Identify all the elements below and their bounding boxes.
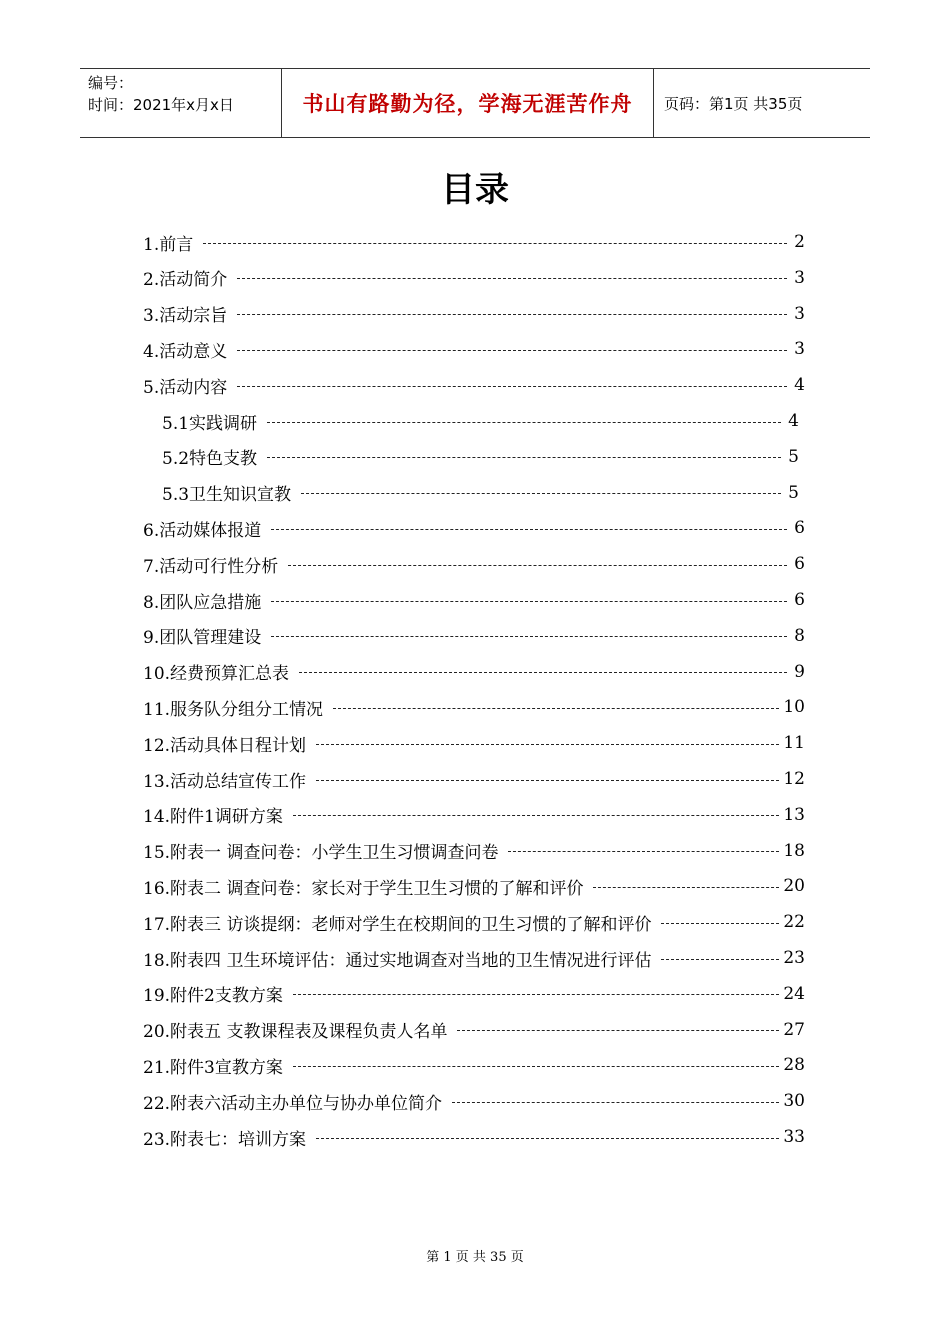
toc-entry[interactable] (162, 403, 799, 439)
toc-entry-label: 15.附表一 调查问卷：小学生卫生习惯调查问卷 (143, 843, 499, 864)
toc-entry-page: 5 (788, 482, 799, 503)
toc-leader-line (316, 744, 779, 745)
toc-entry-page: 33 (783, 1127, 805, 1147)
toc-leader-line (508, 851, 779, 852)
toc-entry-label: 9.团队管理建设 (143, 628, 262, 649)
toc-entry-label: 10.经费预算汇总表 (143, 664, 290, 685)
toc-entry[interactable] (162, 439, 799, 475)
page-title: 目录 (441, 170, 509, 210)
toc-entry-page: 9 (794, 661, 805, 682)
toc-leader-line (661, 923, 779, 924)
toc-leader-line (457, 1030, 779, 1031)
toc-entry-label: 21.附件3宣教方案 (143, 1057, 283, 1078)
toc-entry-page: 3 (794, 339, 805, 360)
toc-entry[interactable] (143, 725, 805, 761)
toc-entry-page: 18 (783, 840, 805, 861)
toc-entry[interactable] (143, 1047, 805, 1083)
toc-leader-line (293, 1066, 780, 1067)
toc-entry[interactable] (143, 689, 805, 725)
toc-entry-page: 6 (794, 554, 805, 575)
toc-entry-page: 4 (788, 411, 799, 431)
toc-entry[interactable] (143, 833, 805, 869)
toc-entry[interactable] (143, 1012, 805, 1048)
header-motto: 书山有路勤为径，学海无涯苦作舟 (282, 69, 654, 137)
toc-entry[interactable] (143, 296, 805, 332)
toc-entry-label: 22.附表六活动主办单位与协办单位简介 (143, 1093, 443, 1114)
toc-entry-label: 16.附表二 调查问卷：家长对于学生卫生习惯的了解和评价 (143, 878, 584, 899)
toc-entry-page: 27 (783, 1019, 805, 1040)
toc-leader-line (316, 1138, 779, 1139)
toc-entry[interactable] (143, 976, 805, 1012)
toc-entry-label: 18.附表四 卫生环境评估：通过实地调查对当地的卫生情况进行评估 (143, 950, 652, 971)
toc-entry-label: 5.活动内容 (143, 377, 228, 398)
toc-entry[interactable] (143, 260, 805, 296)
toc-entry-label: 2.活动简介 (143, 270, 228, 291)
toc-entry[interactable] (143, 1119, 805, 1155)
toc-leader-line (237, 278, 787, 279)
toc-leader-line (271, 601, 787, 602)
toc-entry-label: 11.服务队分组分工情况 (143, 699, 324, 720)
toc-entry[interactable] (143, 618, 805, 654)
toc-entry[interactable] (143, 761, 805, 797)
toc-leader-line (593, 887, 779, 888)
toc-entry[interactable] (143, 654, 805, 690)
toc-entry-label: 17.附表三 访谈提纲：老师对学生在校期间的卫生习惯的了解和评价 (143, 914, 652, 935)
toc-leader-line (237, 350, 787, 351)
header-page-info: 页码：第1页 共35页 (664, 94, 803, 113)
toc-leader-line (299, 672, 787, 673)
toc-entry-page: 12 (783, 769, 805, 789)
toc-entry-label: 7.活动可行性分析 (143, 556, 279, 577)
toc-entry-page: 4 (794, 375, 805, 396)
page-header (80, 68, 870, 138)
document-time-label: 时间：2021年x月x日 (88, 96, 234, 114)
toc-leader-line (267, 457, 781, 458)
toc-entry[interactable] (162, 475, 799, 511)
header-meta (80, 69, 282, 137)
toc-leader-line (267, 422, 781, 423)
page-footer: 第 1 页 共 35 页 (426, 1250, 524, 1265)
toc-entry-label: 13.活动总结宣传工作 (143, 771, 307, 792)
toc-entry-page: 11 (783, 733, 805, 754)
toc-entry[interactable] (143, 868, 805, 904)
toc-entry[interactable] (143, 940, 805, 976)
toc-entry-page: 20 (783, 876, 805, 897)
toc-entry-label: 4.活动意义 (143, 341, 228, 362)
toc-entry-label: 3.活动宗旨 (143, 306, 228, 327)
toc-entry-page: 24 (783, 983, 805, 1004)
toc-leader-line (288, 565, 787, 566)
toc-leader-line (452, 1102, 779, 1103)
toc-leader-line (316, 780, 779, 781)
toc-entry[interactable] (143, 546, 805, 582)
toc-entry-page: 8 (794, 625, 805, 646)
toc-entry[interactable] (143, 1083, 805, 1119)
toc-entry-label: 14.附件1调研方案 (143, 807, 283, 828)
toc-entry-page: 22 (783, 912, 805, 933)
toc-entry[interactable] (143, 510, 805, 546)
toc-entry-page: 28 (783, 1055, 805, 1076)
toc-entry-label: 5.3卫生知识宣教 (162, 485, 292, 506)
toc-entry-page: 3 (794, 303, 805, 324)
toc-entry-label: 5.2特色支教 (162, 449, 258, 470)
toc-leader-line (203, 243, 787, 244)
toc-leader-line (237, 386, 787, 387)
toc-entry-label: 1.前言 (143, 234, 194, 255)
toc-leader-line (301, 493, 781, 494)
toc-entry-label: 20.附表五 支教课程表及课程负责人名单 (143, 1022, 448, 1043)
toc-entry-page: 6 (794, 518, 805, 539)
toc-entry-label: 8.团队应急措施 (143, 592, 262, 613)
toc-entry[interactable] (143, 904, 805, 940)
toc-entry-page: 10 (783, 697, 805, 718)
toc-leader-line (333, 708, 779, 709)
toc-entry-label: 5.1实践调研 (162, 413, 258, 434)
toc-entry-label: 12.活动具体日程计划 (143, 735, 307, 756)
toc-entry[interactable] (143, 224, 805, 260)
toc-entry-page: 2 (794, 232, 805, 252)
toc-entry-page: 30 (783, 1091, 805, 1112)
toc-entry-page: 3 (794, 267, 805, 288)
toc-entry[interactable] (143, 367, 805, 403)
toc-entry[interactable] (143, 331, 805, 367)
toc-leader-line (293, 815, 780, 816)
toc-entry[interactable] (143, 582, 805, 618)
toc-entry-page: 5 (788, 446, 799, 467)
toc-entry-page: 6 (794, 590, 805, 610)
toc-leader-line (237, 314, 787, 315)
toc-entry-label: 6.活动媒体报道 (143, 520, 262, 541)
toc-entry-page: 23 (783, 948, 805, 968)
toc-leader-line (661, 959, 779, 960)
toc-leader-line (271, 636, 787, 637)
toc-leader-line (271, 529, 787, 530)
toc-entry-label: 19.附件2支教方案 (143, 986, 283, 1007)
toc-leader-line (293, 994, 780, 995)
toc-entry[interactable] (143, 797, 805, 833)
document-number-label: 编号： (88, 74, 134, 92)
toc-entry-label: 23.附表七：培训方案 (143, 1129, 307, 1150)
toc-entry-page: 13 (783, 804, 805, 825)
